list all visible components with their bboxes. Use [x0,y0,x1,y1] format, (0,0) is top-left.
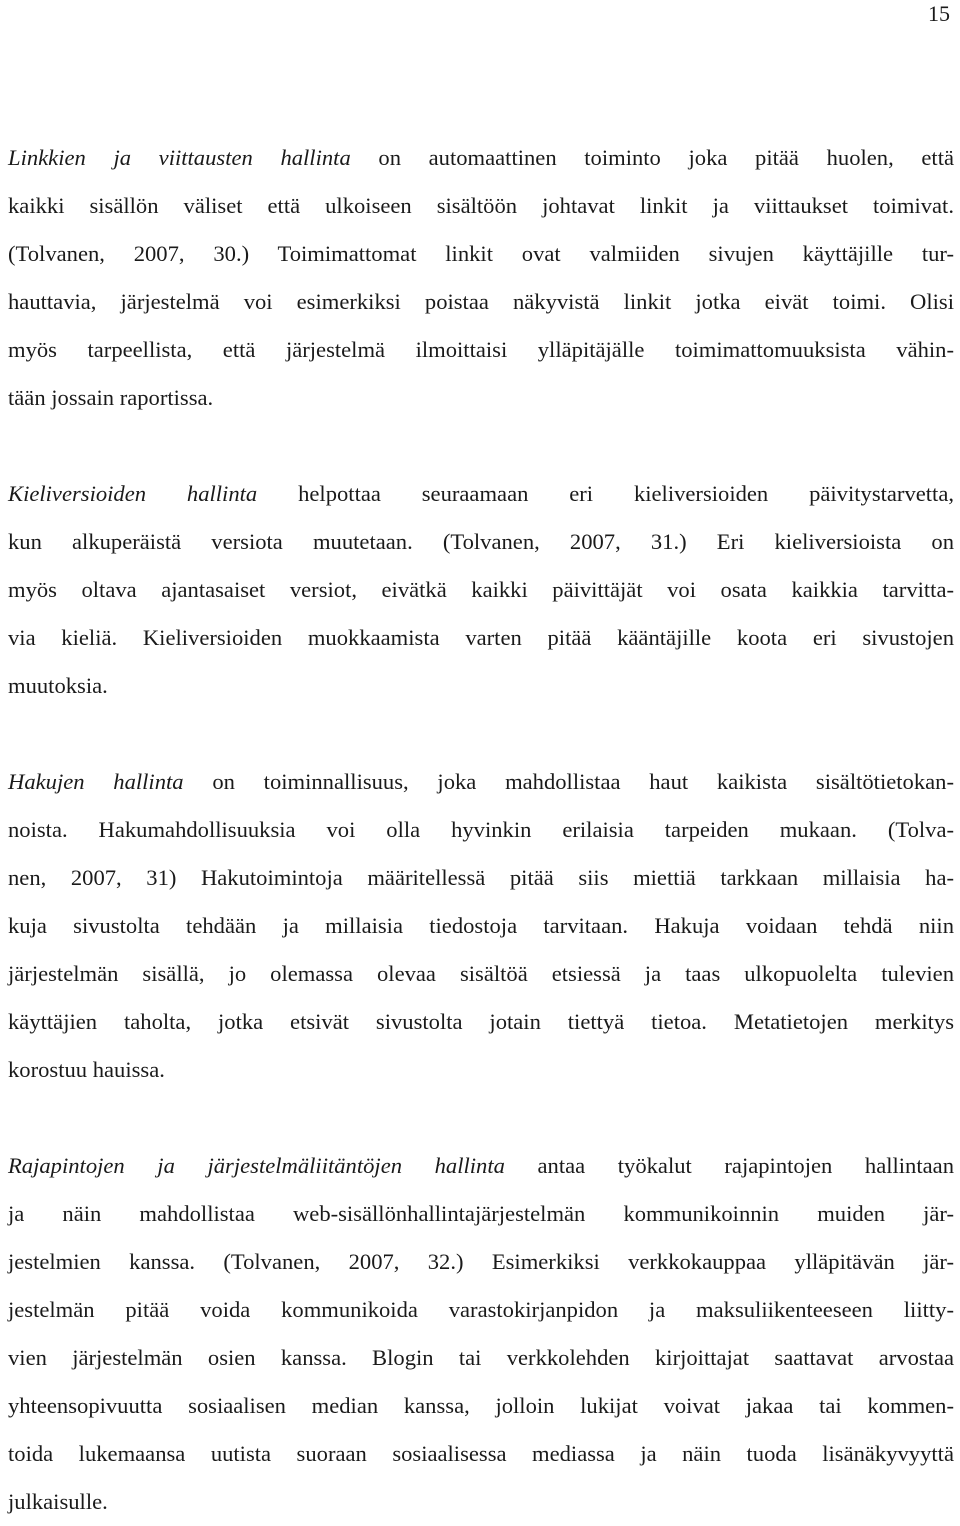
paragraph-line: Rajapintojen ja järjestelmäliitäntöjen hallinta antaa työkalut rajapintojen hallintaan [8,1153,954,1178]
paragraph-term: Linkkien ja viittausten hallinta [8,145,351,170]
paragraph-line: myös oltava ajantasaiset versiot, eivätkä kaikki päivittäjät voi osata kaikkia tarvitta- [8,577,954,602]
paragraph-line: yhteensopivuutta sosiaalisen median kanssa, jolloin lukijat voivat jakaa tai kommen- [8,1393,954,1418]
paragraph-line: vien järjestelmän osien kanssa. Blogin tai verkkolehden kirjoittajat saattavat arvostaa [8,1345,954,1370]
paragraph-linkkien-hallinta [8,134,954,422]
paragraph-term: Rajapintojen ja järjestelmäliitäntöjen hallinta [8,1153,505,1178]
paragraph-line: nen, 2007, 31) Hakutoimintoja määritellessä pitää siis miettiä tarkkaan millaisia ha- [8,865,954,890]
paragraph-term: Hakujen hallinta [8,769,184,794]
paragraph-line: Linkkien ja viittausten hallinta on automaattinen toiminto joka pitää huolen, että [8,145,954,170]
paragraph-line: toida lukemaansa uutista suoraan sosiaalisessa mediassa ja näin tuoda lisänäkyvyyttä [8,1441,954,1466]
paragraph-term: Kieliversioiden hallinta [8,481,258,506]
paragraph-line: noista. Hakumahdollisuuksia voi olla hyvinkin erilaisia tarpeiden mukaan. (Tolva- [8,817,954,842]
paragraph-line: jestelmien kanssa. (Tolvanen, 2007, 32.) Esimerkiksi verkkokauppaa ylläpitävän jär- [8,1249,954,1274]
paragraph-line: myös tarpeellista, että järjestelmä ilmoittaisi ylläpitäjälle toimimattomuuksista vähin- [8,337,954,362]
paragraph-line: ja näin mahdollistaa web-sisällönhallintajärjestelmän kommunikoinnin muiden jär- [8,1201,954,1226]
paragraph-line: via kieliä. Kieliversioiden muokkaamista varten pitää kääntäjille koota eri sivustojen [8,625,954,650]
paragraph-line: käyttäjien taholta, jotka etsivät sivustolta jotain tiettyä tietoa. Metatietojen merkitys [8,1009,954,1034]
paragraph-kieliversioiden-hallinta [8,470,954,710]
paragraph-line: Kieliversioiden hallinta helpottaa seuraamaan eri kieliversioiden päivitystarvetta, [8,481,955,506]
paragraph-line: kuja sivustolta tehdään ja millaisia tiedostoja tarvitaan. Hakuja voidaan tehdä niin [8,913,954,938]
paragraph-line: järjestelmän sisällä, jo olemassa olevaa sisältöä etsiessä ja taas ulkopuolelta tulevien [8,961,954,986]
paragraph-line: julkaisulle. [8,1489,108,1514]
paragraph-rajapintojen-hallinta [8,1142,954,1526]
paragraph-line: muutoksia. [8,673,108,698]
paragraph-line: korostuu hauissa. [8,1057,165,1082]
paragraph-hakujen-hallinta [8,758,954,1094]
paragraph-line: Hakujen hallinta on toiminnallisuus, joka mahdollistaa haut kaikista sisältötietokan- [8,769,954,794]
paragraph-line: tään jossain raportissa. [8,385,214,410]
paragraph-line: kaikki sisällön väliset että ulkoiseen sisältöön johtavat linkit ja viittaukset toimivat. [8,193,954,218]
paragraph-line: (Tolvanen, 2007, 30.) Toimimattomat linkit ovat valmiiden sivujen käyttäjille tur- [8,241,954,266]
paragraph-line: hauttavia, järjestelmä voi esimerkiksi poistaa näkyvistä linkit jotka eivät toimi. Olisi [8,289,954,314]
paragraph-line: kun alkuperäistä versiota muutetaan. (Tolvanen, 2007, 31.) Eri kieliversioista on [8,529,954,554]
page-number: 15 [928,1,950,26]
paragraph-line: jestelmän pitää voida kommunikoida varastokirjanpidon ja maksuliikenteeseen liitty- [8,1297,954,1322]
